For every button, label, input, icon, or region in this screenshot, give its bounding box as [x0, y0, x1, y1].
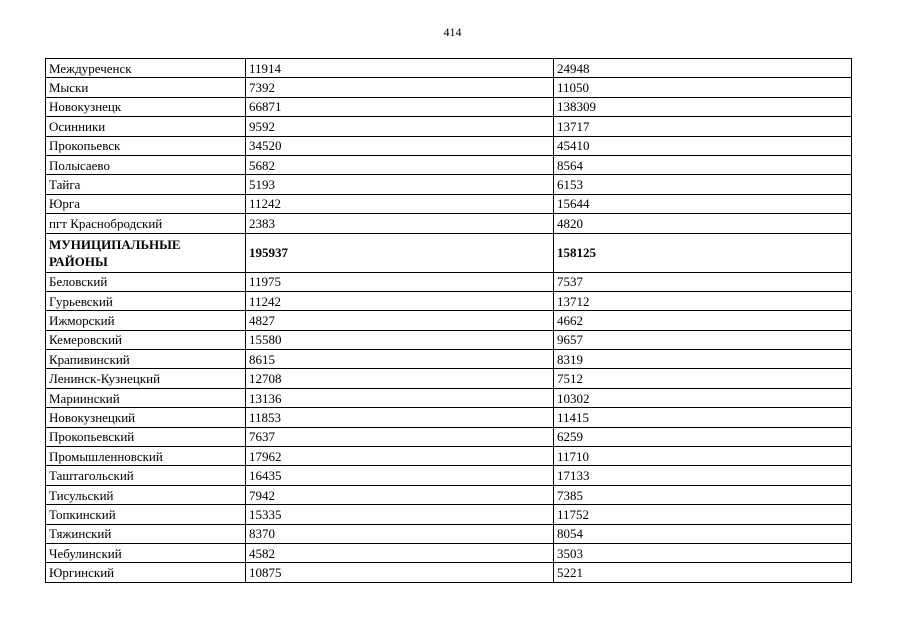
row-value-1-cell: 66871	[246, 97, 554, 116]
row-value-2-cell: 3503	[554, 543, 852, 562]
row-value-1-cell: 9592	[246, 117, 554, 136]
table-row	[46, 427, 852, 446]
table-row	[46, 350, 852, 369]
row-value-2-cell: 11710	[554, 447, 852, 466]
row-value-1-cell: 8615	[246, 350, 554, 369]
row-value-1-cell: 4582	[246, 543, 554, 562]
row-value-1-cell: 10875	[246, 563, 554, 582]
row-name-cell: Беловский	[46, 272, 246, 291]
row-name-cell: Юргинский	[46, 563, 246, 582]
row-value-1-cell: 4827	[246, 311, 554, 330]
row-value-1-cell: 34520	[246, 136, 554, 155]
row-value-2-cell: 138309	[554, 97, 852, 116]
table-row	[46, 485, 852, 504]
table-row	[46, 59, 852, 78]
row-value-2-cell: 6259	[554, 427, 852, 446]
row-value-1-cell: 12708	[246, 369, 554, 388]
table-row	[46, 214, 852, 233]
row-value-2-cell: 8564	[554, 155, 852, 174]
row-name-cell: Мариинский	[46, 388, 246, 407]
row-value-1-cell: 17962	[246, 447, 554, 466]
row-value-1-cell: 195937	[246, 233, 554, 272]
row-value-1-cell: 5682	[246, 155, 554, 174]
table-row	[46, 505, 852, 524]
page-number: 414	[443, 25, 462, 39]
row-name-cell: Прокопьевский	[46, 427, 246, 446]
table-row	[46, 291, 852, 310]
table-row	[46, 272, 852, 291]
row-value-1-cell: 11975	[246, 272, 554, 291]
table-row	[46, 117, 852, 136]
table-row	[46, 155, 852, 174]
row-name-cell: Прокопьевск	[46, 136, 246, 155]
row-value-2-cell: 24948	[554, 59, 852, 78]
row-value-2-cell: 11415	[554, 408, 852, 427]
row-value-1-cell: 5193	[246, 175, 554, 194]
row-value-1-cell: 15335	[246, 505, 554, 524]
table-row	[46, 78, 852, 97]
table-row	[46, 563, 852, 582]
row-name-cell: Тяжинский	[46, 524, 246, 543]
row-value-2-cell: 15644	[554, 194, 852, 213]
row-value-1-cell: 11242	[246, 194, 554, 213]
table-row	[46, 408, 852, 427]
row-name-cell: Кемеровский	[46, 330, 246, 349]
row-name-cell: Полысаево	[46, 155, 246, 174]
row-name-cell: Промышленновский	[46, 447, 246, 466]
row-value-2-cell: 7385	[554, 485, 852, 504]
row-name-cell: Гурьевский	[46, 291, 246, 310]
row-name-cell: МУНИЦИПАЛЬНЫЕ РАЙОНЫ	[46, 233, 246, 272]
row-value-1-cell: 13136	[246, 388, 554, 407]
row-name-cell: пгт Краснобродский	[46, 214, 246, 233]
row-name-cell: Чебулинский	[46, 543, 246, 562]
row-value-2-cell: 9657	[554, 330, 852, 349]
row-value-2-cell: 4662	[554, 311, 852, 330]
row-value-1-cell: 15580	[246, 330, 554, 349]
row-value-1-cell: 7942	[246, 485, 554, 504]
row-name-cell: Новокузнецк	[46, 97, 246, 116]
row-value-1-cell: 7637	[246, 427, 554, 446]
row-value-1-cell: 11242	[246, 291, 554, 310]
row-value-2-cell: 17133	[554, 466, 852, 485]
table-row	[46, 447, 852, 466]
row-value-1-cell: 11914	[246, 59, 554, 78]
row-name-cell: Междуреченск	[46, 59, 246, 78]
row-name-cell: Ленинск-Кузнецкий	[46, 369, 246, 388]
table-row	[46, 543, 852, 562]
row-value-2-cell: 13717	[554, 117, 852, 136]
table-row	[46, 136, 852, 155]
table-body	[46, 59, 852, 583]
table-row	[46, 194, 852, 213]
row-value-2-cell: 11050	[554, 78, 852, 97]
row-value-2-cell: 4820	[554, 214, 852, 233]
row-value-2-cell: 158125	[554, 233, 852, 272]
row-name-cell: Юрга	[46, 194, 246, 213]
row-value-2-cell: 6153	[554, 175, 852, 194]
row-value-2-cell: 10302	[554, 388, 852, 407]
row-name-cell: Тисульский	[46, 485, 246, 504]
row-value-2-cell: 13712	[554, 291, 852, 310]
row-value-1-cell: 16435	[246, 466, 554, 485]
row-value-2-cell: 7512	[554, 369, 852, 388]
row-value-2-cell: 5221	[554, 563, 852, 582]
row-name-cell: Осинники	[46, 117, 246, 136]
row-name-cell: Ижморский	[46, 311, 246, 330]
table-row	[46, 388, 852, 407]
row-value-1-cell: 2383	[246, 214, 554, 233]
data-table	[45, 58, 852, 583]
row-name-cell: Крапивинский	[46, 350, 246, 369]
table-row	[46, 330, 852, 349]
table-row	[46, 369, 852, 388]
table-row	[46, 466, 852, 485]
row-value-2-cell: 8054	[554, 524, 852, 543]
row-value-2-cell: 7537	[554, 272, 852, 291]
row-value-2-cell: 8319	[554, 350, 852, 369]
row-value-2-cell: 45410	[554, 136, 852, 155]
table-row	[46, 311, 852, 330]
table-row-subtotal	[46, 233, 852, 272]
table-row	[46, 175, 852, 194]
row-value-1-cell: 8370	[246, 524, 554, 543]
row-name-cell: Новокузнецкий	[46, 408, 246, 427]
row-value-1-cell: 11853	[246, 408, 554, 427]
row-name-cell: Тайга	[46, 175, 246, 194]
table-row	[46, 524, 852, 543]
row-name-cell: Таштагольский	[46, 466, 246, 485]
row-value-2-cell: 11752	[554, 505, 852, 524]
row-name-cell: Мыски	[46, 78, 246, 97]
table-row	[46, 97, 852, 116]
row-name-cell: Топкинский	[46, 505, 246, 524]
row-value-1-cell: 7392	[246, 78, 554, 97]
